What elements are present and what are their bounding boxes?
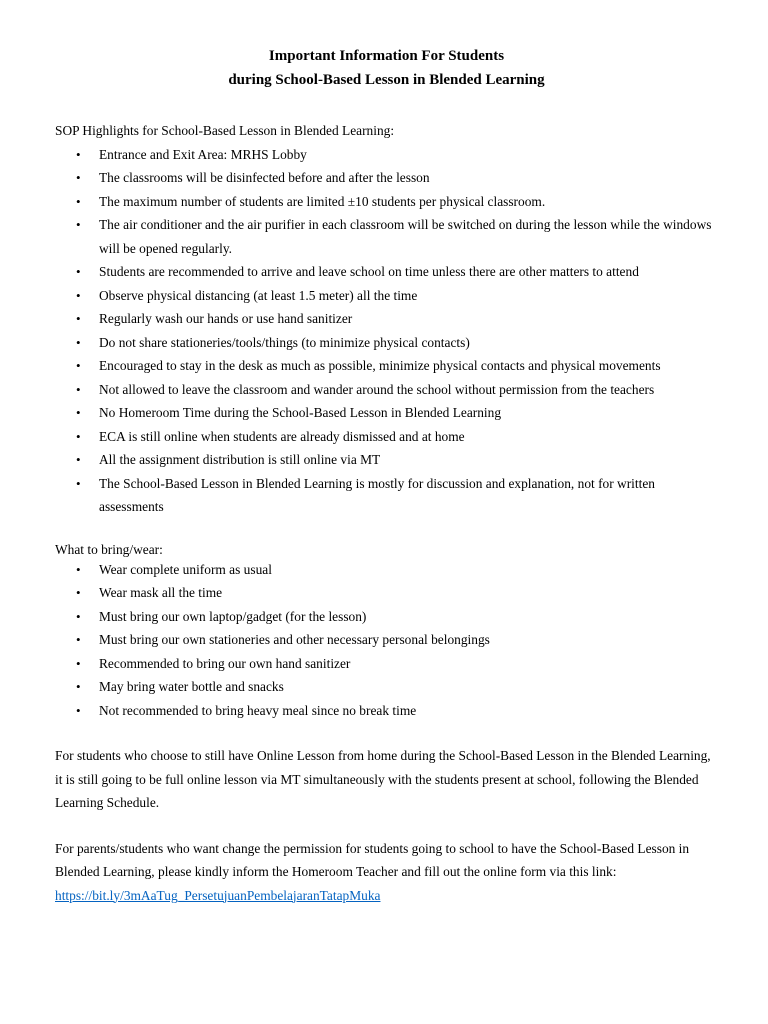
list-item-text: May bring water bottle and snacks xyxy=(99,679,284,694)
list-item xyxy=(55,581,718,605)
list-item-text: Students are recommended to arrive and leave school on time unless there are other matters to attend xyxy=(99,264,639,279)
list-item xyxy=(55,354,718,378)
sop-list xyxy=(55,143,718,519)
permission-form-link[interactable]: https://bit.ly/3mAaTug_PersetujuanPembelajaranTatapMuka xyxy=(55,887,381,903)
list-item xyxy=(55,307,718,331)
bullet-icon: • xyxy=(76,381,81,397)
bullet-icon: • xyxy=(76,632,81,647)
bullet-icon: • xyxy=(76,428,81,444)
list-item-text: Wear complete uniform as usual xyxy=(99,561,272,577)
bullet-icon: • xyxy=(76,702,81,718)
list-item xyxy=(55,378,718,402)
bullet-icon: • xyxy=(76,475,81,491)
list-item xyxy=(55,213,718,260)
bullet-icon: • xyxy=(76,264,81,279)
list-item-text: The air conditioner and the air purifier in each classroom will be switched on during the lesson while the windows will be opened regularly. xyxy=(99,217,712,256)
list-item-text: Do not share stationeries/tools/things (to minimize physical contacts) xyxy=(99,334,470,350)
bullet-icon: • xyxy=(76,146,81,162)
bring-list xyxy=(55,558,718,723)
bullet-icon: • xyxy=(76,217,81,232)
list-item-text: Regularly wash our hands or use hand sanitizer xyxy=(99,311,353,326)
permission-text: For parents/students who want change the permission for students going to school to have the School-Based Lesson in Blended Learning, please kindly inform the Homeroom Teacher and fill out the online form via this link: xyxy=(55,840,690,879)
bullet-icon: • xyxy=(76,452,81,467)
title-line-2: during School-Based Lesson in Blended Learning xyxy=(228,72,545,88)
bullet-icon: • xyxy=(76,655,81,671)
list-item-text: ECA is still online when students are already dismissed and at home xyxy=(99,428,465,444)
bullet-icon: • xyxy=(76,679,81,694)
bullet-icon: • xyxy=(76,561,81,577)
list-item-text: Not recommended to bring heavy meal since no break time xyxy=(99,702,417,718)
list-item-text: All the assignment distribution is still online via MT xyxy=(99,452,381,467)
list-item xyxy=(55,558,718,582)
bullet-icon: • xyxy=(76,585,81,600)
list-item-text: Not allowed to leave the classroom and wander around the school without permission from the teachers xyxy=(99,381,655,397)
list-item xyxy=(55,260,718,284)
list-item xyxy=(55,675,718,699)
list-item xyxy=(55,143,718,167)
list-item-text: No Homeroom Time during the School-Based Lesson in Blended Learning xyxy=(99,405,502,420)
list-item xyxy=(55,401,718,425)
list-item-text: Observe physical distancing (at least 1.5 meter) all the time xyxy=(99,287,418,303)
bring-heading: What to bring/wear: xyxy=(55,541,163,557)
bullet-icon: • xyxy=(76,358,81,373)
list-item xyxy=(55,448,718,472)
list-item-text: The maximum number of students are limited ±10 students per physical classroom. xyxy=(99,193,546,209)
list-item xyxy=(55,605,718,629)
list-item xyxy=(55,166,718,190)
list-item xyxy=(55,284,718,308)
list-item xyxy=(55,628,718,652)
bullet-icon: • xyxy=(76,334,81,350)
bullet-icon: • xyxy=(76,170,81,185)
list-item xyxy=(55,190,718,214)
list-item xyxy=(55,472,718,519)
list-item xyxy=(55,652,718,676)
list-item-text: Must bring our own laptop/gadget (for the lesson) xyxy=(99,608,367,624)
sop-heading: SOP Highlights for School-Based Lesson in Blended Learning: xyxy=(55,123,395,138)
list-item-text: The School-Based Lesson in Blended Learning is mostly for discussion and explanation, not for written assessments xyxy=(99,475,655,514)
bullet-icon: • xyxy=(76,311,81,326)
list-item xyxy=(55,331,718,355)
list-item-text: Encouraged to stay in the desk as much as possible, minimize physical contacts and physical movements xyxy=(99,358,661,373)
bullet-icon: • xyxy=(76,287,81,303)
list-item xyxy=(55,699,718,723)
bullet-icon: • xyxy=(76,608,81,624)
list-item-text: Recommended to bring our own hand sanitizer xyxy=(99,655,351,671)
list-item-text: The classrooms will be disinfected before and after the lesson xyxy=(99,170,430,185)
bullet-icon: • xyxy=(76,405,81,420)
list-item xyxy=(55,425,718,449)
list-item-text: Entrance and Exit Area: MRHS Lobby xyxy=(99,146,307,162)
list-item-text: Wear mask all the time xyxy=(99,585,223,600)
title-line-1: Important Information For Students xyxy=(268,48,505,64)
bullet-icon: • xyxy=(76,193,81,209)
online-lesson-paragraph: For students who choose to still have Online Lesson from home during the School-Based Lesson in the Blended Learning, it is still going to be full online lesson via MT simultaneously with the students present at school, following the Blended Learning Schedule. xyxy=(55,748,711,810)
document-title xyxy=(55,44,718,92)
list-item-text: Must bring our own stationeries and other necessary personal belongings xyxy=(99,632,490,647)
permission-paragraph xyxy=(55,837,718,908)
